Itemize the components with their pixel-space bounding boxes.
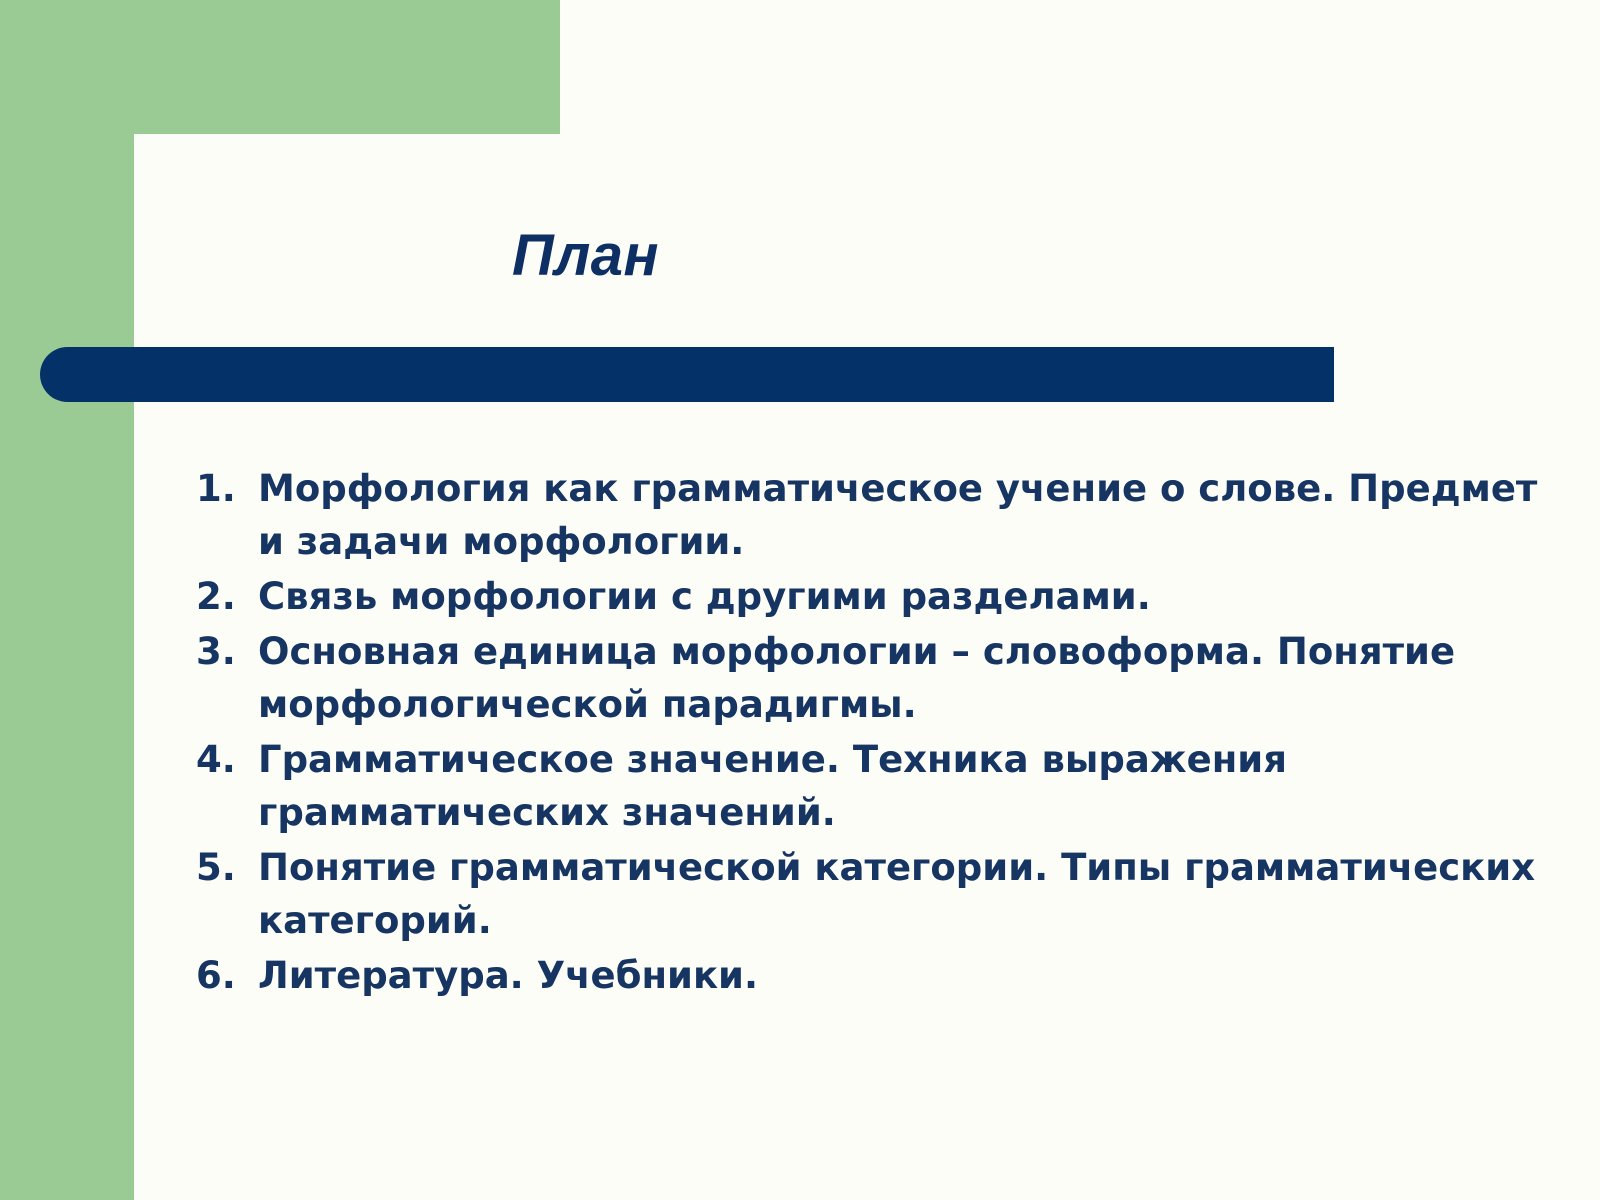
list-item [196,570,1576,623]
list-item-text: Основная единица морфологии – словоформа. Понятие морфологической парадигмы. [258,630,1456,726]
list-item-text: Литература. Учебники. [258,954,759,997]
plan-list [196,462,1576,1002]
green-side-strip [0,0,134,1200]
list-item [196,625,1576,731]
list-item [196,462,1576,568]
list-item-number: 2. [196,575,236,618]
list-item-number: 1. [196,467,236,510]
list-item-text: Морфология как грамматическое учение о слове. Предмет и задачи морфологии. [258,467,1538,563]
list-item-text: Грамматическое значение. Техника выражения грамматических значений. [258,738,1287,834]
list-item-number: 3. [196,630,236,673]
slide-title: План [512,223,660,288]
list-item-number: 4. [196,738,236,781]
title-divider-bar [40,347,1334,402]
list-item-text: Связь морфологии с другими разделами. [258,575,1151,618]
list-item [196,949,1576,1002]
list-item [196,733,1576,839]
list-item-number: 6. [196,954,236,997]
list-item-text: Понятие грамматической категории. Типы грамматических категорий. [258,846,1536,942]
list-item [196,841,1576,947]
list-item-number: 5. [196,846,236,889]
